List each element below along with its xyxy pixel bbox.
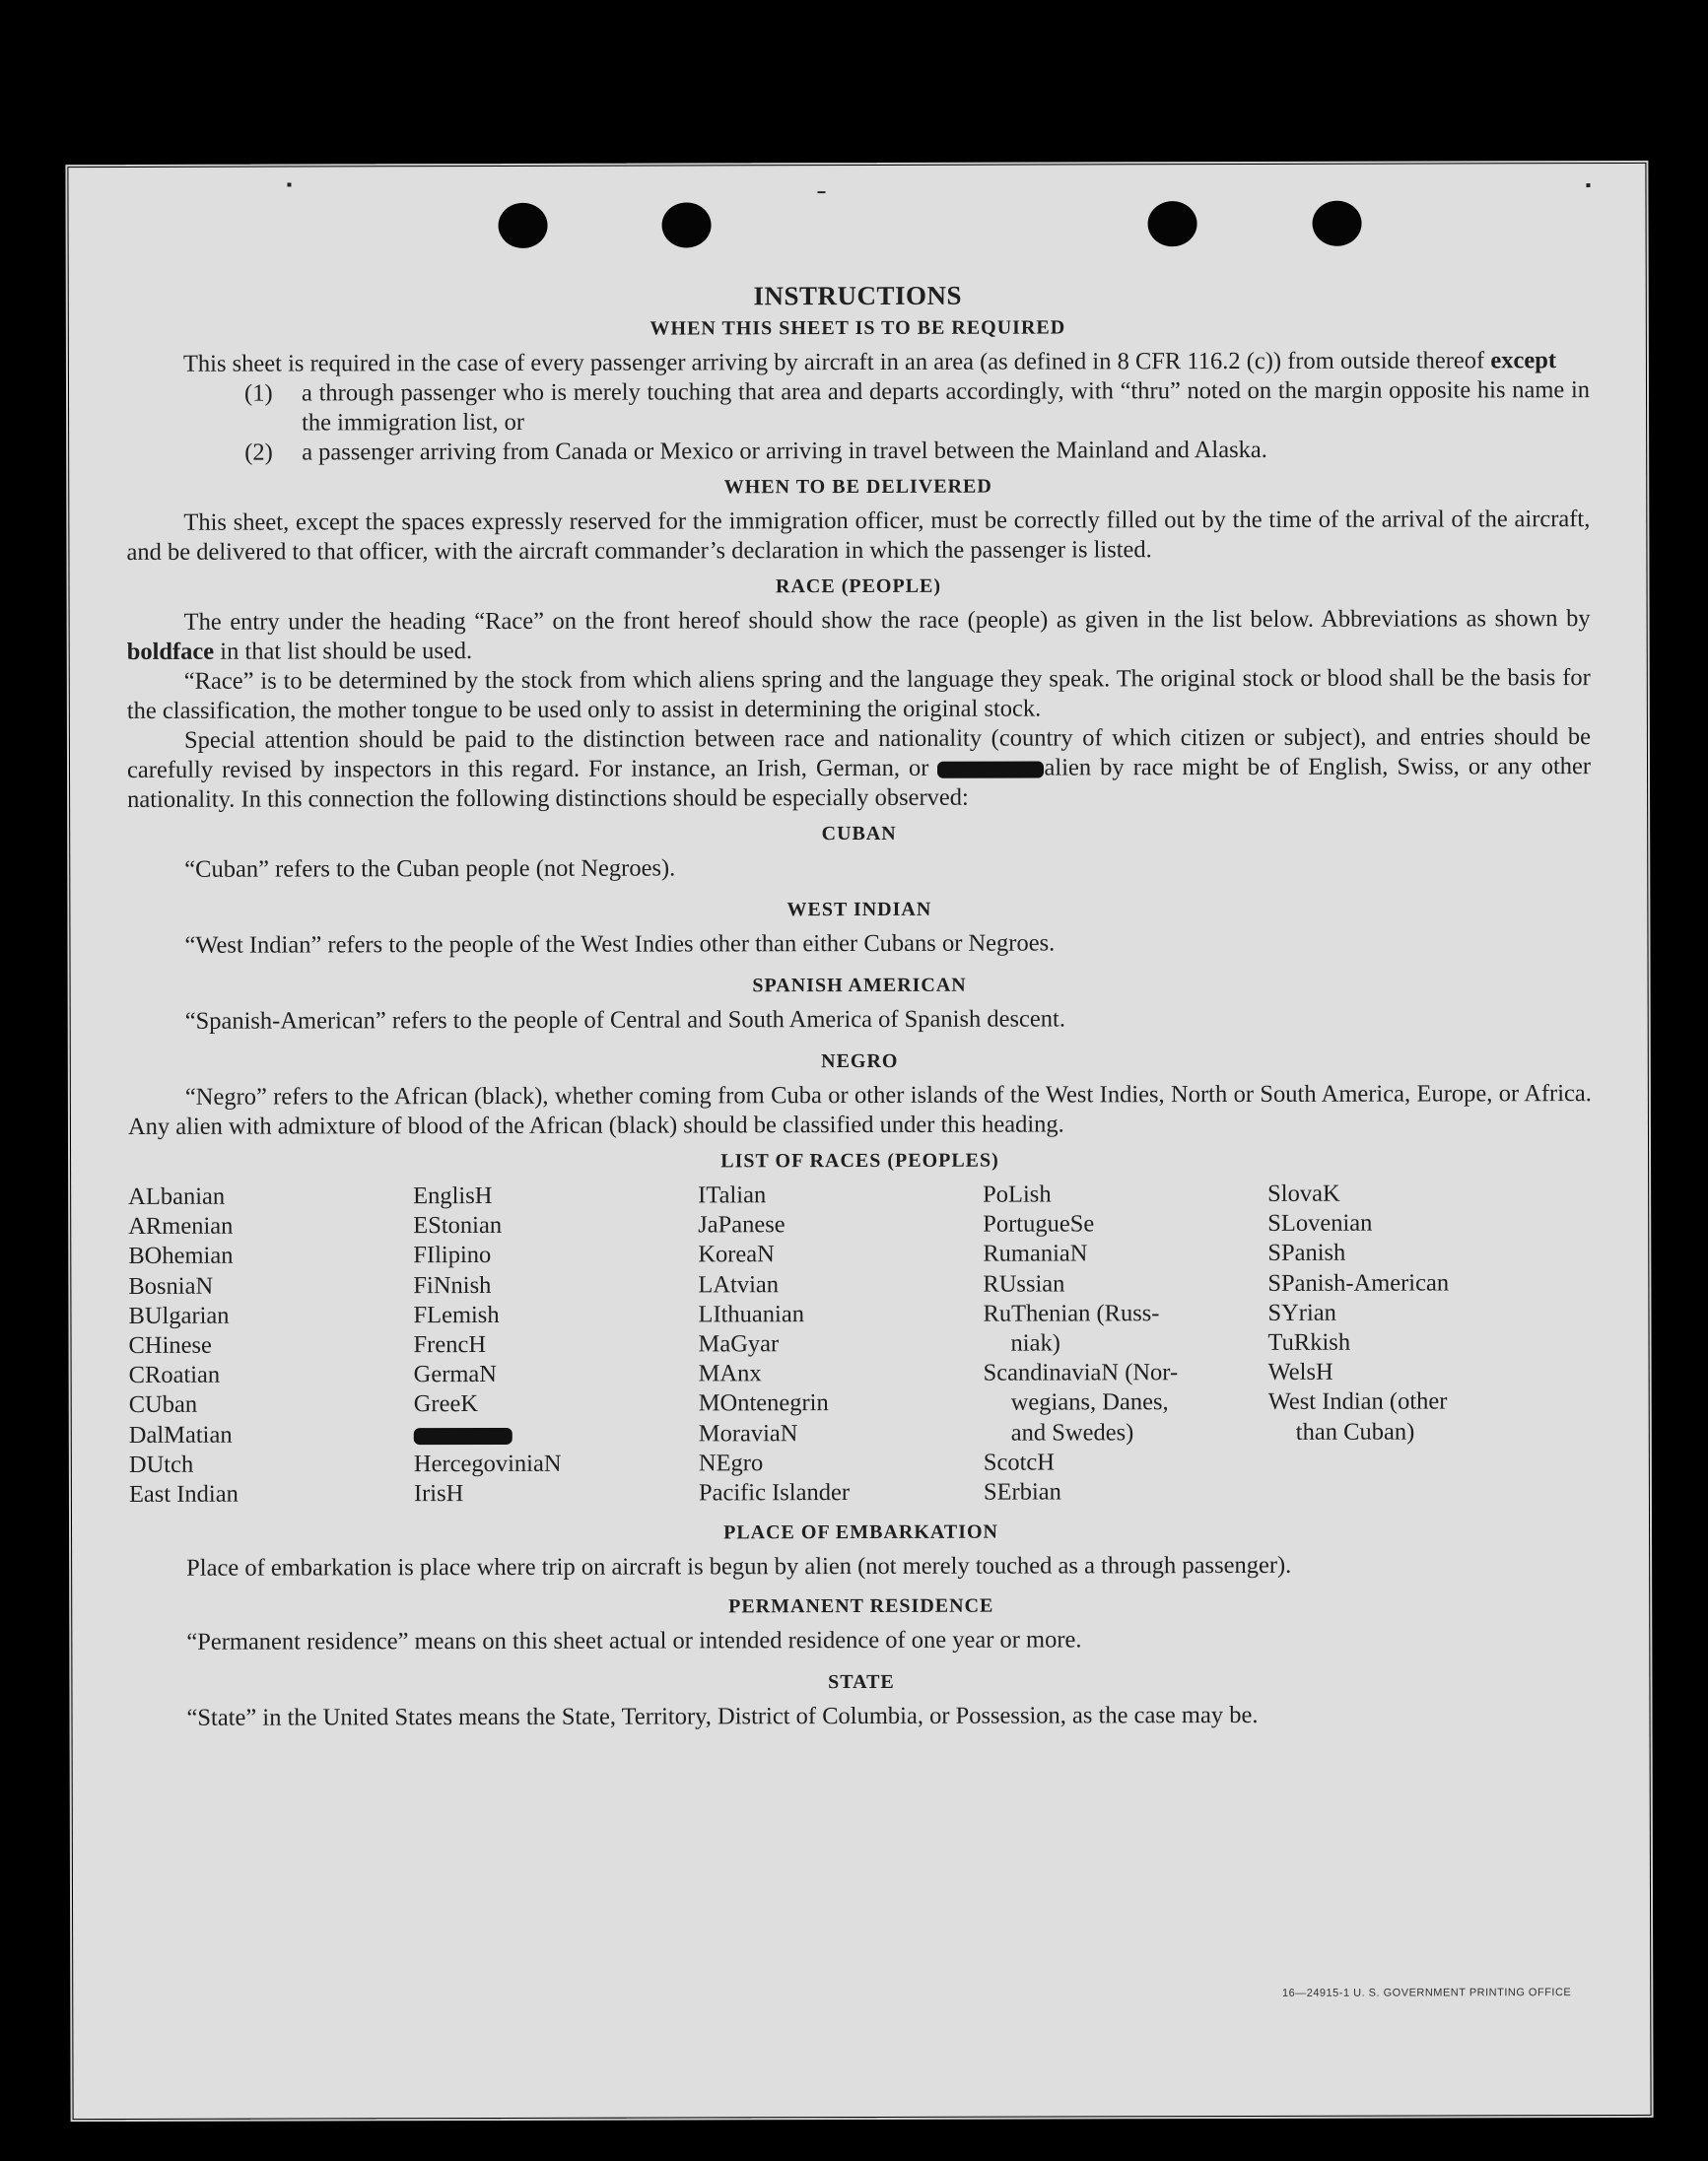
section-heading: NEGRO <box>821 1049 899 1073</box>
races-column <box>983 1180 1268 1508</box>
section-heading: PLACE OF EMBARKATION <box>723 1520 999 1544</box>
race-entry: SLovenian <box>1267 1209 1373 1238</box>
race-entry: WelsH <box>1267 1358 1333 1386</box>
race-entry: MoraviaN <box>698 1419 798 1448</box>
paragraph: “Spanish-American” refers to the people of Central and South America of Spanish descent. <box>184 1005 1066 1035</box>
paragraph: “Negro” refers to the African (black), whether coming from Cuba or other islands of the West Indies, North or South America, Europe, or Africa. Any alien with admixture of blood of the African (black) should be classified under this heading. <box>127 1080 1592 1140</box>
race-entry: SlovaK <box>1267 1180 1340 1207</box>
paragraph: “Race” is to be determined by the stock from which aliens spring and the language they speak. The original stock or blood shall be the basis for the classification, the mother tongue to be used only to assist in determining the original stock. <box>126 664 1591 724</box>
races-column <box>413 1181 699 1509</box>
race-entry: CRoatian <box>128 1361 221 1389</box>
race-entry: GreeK <box>413 1390 479 1418</box>
race-entry: Pacific Islander <box>698 1479 851 1507</box>
race-entry: FIlipino <box>413 1242 492 1269</box>
race-entry: TuRkish <box>1267 1328 1351 1356</box>
punch-hole <box>1313 201 1362 246</box>
section-heading: WHEN THIS SHEET IS TO BE REQUIRED <box>649 316 1066 340</box>
section-heading: CUBAN <box>821 822 897 845</box>
race-entry: BOhemian <box>128 1243 234 1270</box>
paragraph: “West Indian” refers to the people of the West Indies other than either Cubans or Negroes. <box>184 929 1056 959</box>
race-entry: BosniaN <box>128 1272 214 1300</box>
document-page <box>68 164 1650 2119</box>
race-entry: EStonian <box>413 1212 503 1240</box>
race-entry: EnglisH <box>413 1182 493 1210</box>
race-entry: IrisH <box>413 1480 464 1508</box>
section-heading: SPANISH AMERICAN <box>752 974 967 997</box>
section-heading: RACE (PEOPLE) <box>775 574 942 598</box>
instructions-body <box>126 279 1594 1733</box>
race-entry: MOntenegrin <box>698 1389 829 1417</box>
page-title: INSTRUCTIONS <box>753 280 963 311</box>
section-heading: PERMANENT RESIDENCE <box>728 1594 994 1618</box>
race-entry: MAnx <box>698 1360 762 1387</box>
races-list <box>128 1179 1593 1510</box>
race-entry: and Swedes) <box>1010 1418 1134 1447</box>
race-entry: SYrian <box>1267 1299 1336 1326</box>
redaction-mark <box>414 1427 512 1444</box>
race-entry: MaGyar <box>698 1330 780 1358</box>
punch-hole <box>662 202 712 247</box>
race-entry: ITalian <box>698 1182 767 1209</box>
race-entry: SPanish <box>1267 1240 1346 1267</box>
race-entry: ScandinaviaN (Nor- <box>983 1359 1179 1386</box>
paragraph: “State” in the United States means the State, Territory, District of Columbia, or Possession, as the case may be. <box>186 1702 1259 1732</box>
redaction-mark <box>937 761 1044 777</box>
speck <box>287 183 291 187</box>
race-entry: RuThenian (Russ- <box>983 1300 1160 1327</box>
paragraph: The entry under the heading “Race” on the front hereof should show the race (people) as given in the list below. Abbreviations as shown by boldface in that list should be used. <box>126 605 1591 665</box>
paragraph: “Permanent residence” means on this sheet actual or intended residence of one year or more. <box>186 1626 1082 1656</box>
race-entry: ARmenian <box>128 1212 234 1241</box>
race-entry: BUlgarian <box>128 1302 230 1329</box>
paragraph: This sheet is required in the case of every passenger arriving by aircraft in an area (as defined in 8 CFR 116.2 (c)) from outside thereof except <box>182 347 1557 377</box>
race-entry: LAtvian <box>698 1270 780 1299</box>
speck <box>1586 183 1590 187</box>
race-entry: DalMatian <box>128 1421 233 1449</box>
races-column <box>128 1182 414 1510</box>
section-heading: WEST INDIAN <box>786 898 932 921</box>
list-item: (2) a passenger arriving from Canada or Mexico or arriving in travel between the Mainland and Alaska. <box>244 436 1267 466</box>
races-column <box>1267 1179 1553 1507</box>
paragraph: “Cuban” refers to the Cuban people (not Negroes). <box>184 854 676 883</box>
race-entry: niak) <box>1010 1329 1060 1357</box>
section-heading: STATE <box>828 1671 895 1694</box>
race-entry: than Cuban) <box>1295 1418 1415 1446</box>
races-column <box>698 1181 984 1509</box>
race-entry: GermaN <box>413 1361 498 1388</box>
section-heading: WHEN TO BE DELIVERED <box>723 475 992 499</box>
race-entry: JaPanese <box>698 1211 786 1239</box>
paragraph: This sheet, except the spaces expressly reserved for the immigration officer, must be correctly filled out by the time of the arrival of the aircraft, and be delivered to that officer, with the aircraft commander’s declaration in which the passenger is listed. <box>126 506 1591 566</box>
paragraph: Special attention should be paid to the distinction between race and nationality (country of which citizen or subject), and entries should be carefully revised by inspectors in this regard. For instance, an Irish, German, or alien by race might be of English, Swiss, or any other nationality. In this connection the following distinctions should be especially observed: <box>126 723 1592 813</box>
race-entry: HercegoviniaN <box>413 1450 562 1478</box>
race-entry: RUssian <box>983 1270 1065 1298</box>
race-entry: FLemish <box>413 1301 500 1328</box>
race-entry: DUtch <box>128 1451 194 1478</box>
race-entry-redacted <box>414 1419 699 1450</box>
paragraph: Place of embarkation is place where trip on aircraft is begun by alien (not merely touched as a through passenger). <box>186 1552 1292 1583</box>
speck <box>817 191 825 193</box>
race-entry: West Indian (other <box>1267 1387 1448 1416</box>
race-entry: East Indian <box>128 1480 239 1508</box>
race-entry: SErbian <box>983 1478 1061 1506</box>
race-entry: ALbanian <box>128 1182 226 1210</box>
list-item: (1) a through passenger who is merely touching that area and departs accordingly, with “thru” noted on the margin opposite his name in the immigration list, or <box>243 376 1591 437</box>
race-entry: RumaniaN <box>983 1240 1088 1268</box>
punch-hole <box>1148 201 1197 246</box>
race-entry: SPanish-American <box>1267 1269 1450 1297</box>
race-entry: ScotcH <box>983 1449 1056 1476</box>
race-entry: NEgro <box>698 1450 764 1477</box>
section-heading: LIST OF RACES (PEOPLES) <box>720 1149 999 1173</box>
race-entry: KoreaN <box>698 1241 775 1268</box>
race-entry: PoLish <box>983 1181 1052 1208</box>
race-entry: LIthuanian <box>698 1300 804 1328</box>
race-entry: PortugueSe <box>983 1210 1095 1238</box>
race-entry: CUban <box>128 1391 198 1419</box>
race-entry: FrencH <box>413 1331 487 1359</box>
race-entry: wegians, Danes, <box>1010 1388 1169 1417</box>
race-entry: CHinese <box>128 1331 212 1359</box>
race-entry: FiNnish <box>413 1271 492 1299</box>
punch-hole <box>499 203 548 248</box>
printing-office-code: 16—24915-1 U. S. GOVERNMENT PRINTING OFFICE <box>1281 1987 1572 1999</box>
